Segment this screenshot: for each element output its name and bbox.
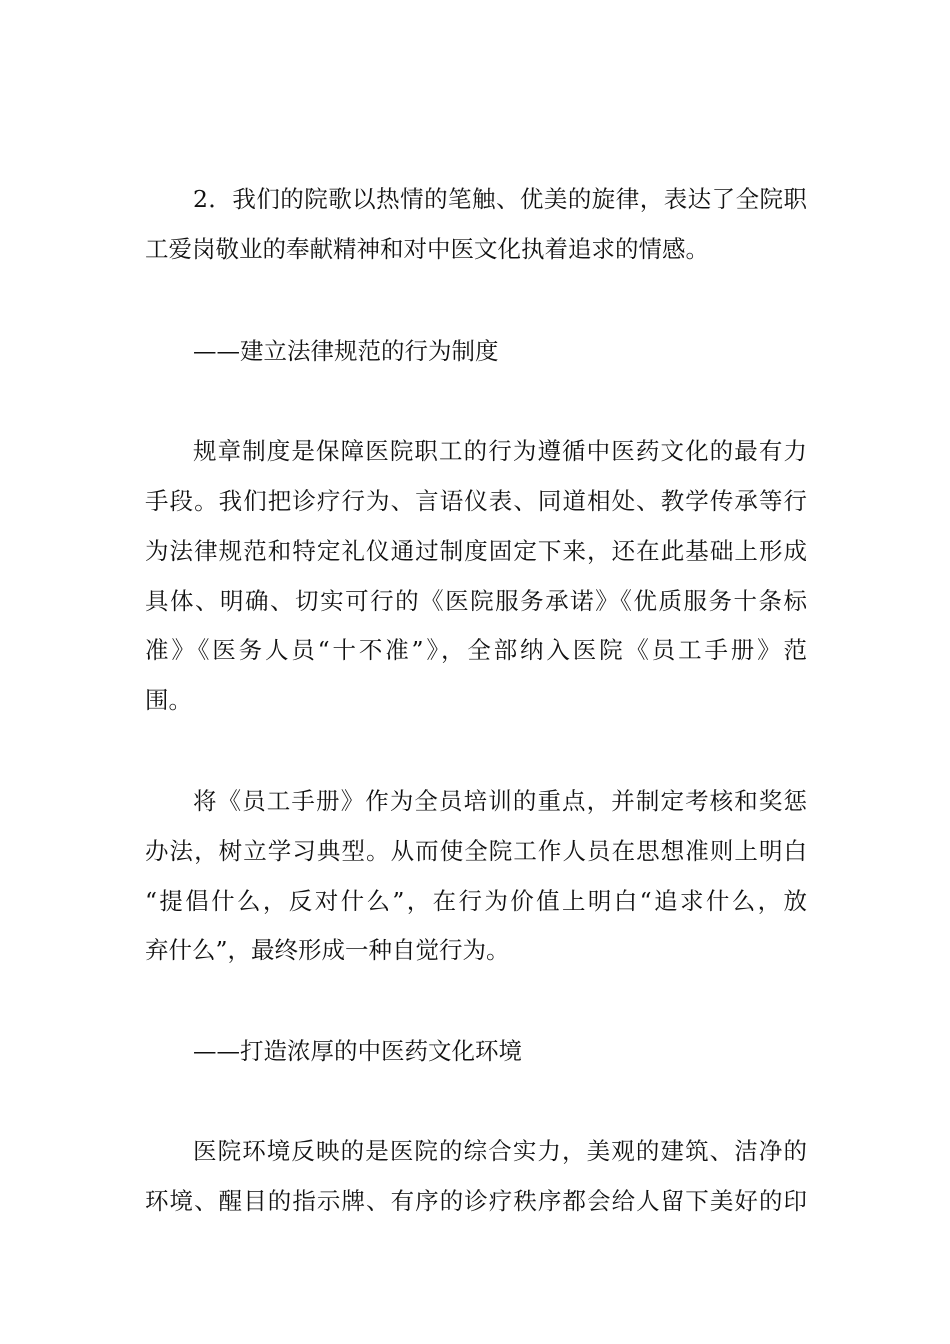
paragraph-line: 办法，树立学习典型。从而使全院工作人员在思想准则上明白	[145, 837, 807, 865]
paragraph-line: 为法律规范和特定礼仪通过制度固定下来，还在此基础上形成	[145, 537, 807, 565]
paragraph-line: 将《员工手册》作为全员培训的重点，并制定考核和奖惩	[193, 787, 807, 815]
paragraph-line: 围。	[145, 686, 192, 714]
paragraph-line: 规章制度是保障医院职工的行为遵循中医药文化的最有力	[193, 437, 807, 465]
section-heading: ——建立法律规范的行为制度	[193, 337, 499, 365]
paragraph-line: 环境、醒目的指示牌、有序的诊疗秩序都会给人留下美好的印	[145, 1187, 807, 1215]
paragraph-line: 弃什么”，最终形成一种自觉行为。	[145, 936, 510, 964]
paragraph-line: 准》《医务人员“十不准”》，全部纳入医院《员工手册》范	[145, 636, 807, 664]
paragraph-line: 手段。我们把诊疗行为、言语仪表、同道相处、教学传承等行	[145, 487, 807, 515]
paragraph-line: 2．我们的院歌以热情的笔触、优美的旋律，表达了全院职	[193, 185, 807, 213]
paragraph-line: 具体、明确、切实可行的《医院服务承诺》《优质服务十条标	[145, 587, 807, 615]
paragraph-line: 工爱岗敬业的奉献精神和对中医文化执着追求的情感。	[145, 235, 709, 263]
paragraph-line: “提倡什么，反对什么”，在行为价值上明白“追求什么，放	[145, 887, 807, 915]
paragraph-line: 医院环境反映的是医院的综合实力，美观的建筑、洁净的	[193, 1137, 807, 1165]
section-heading: ——打造浓厚的中医药文化环境	[193, 1037, 522, 1065]
